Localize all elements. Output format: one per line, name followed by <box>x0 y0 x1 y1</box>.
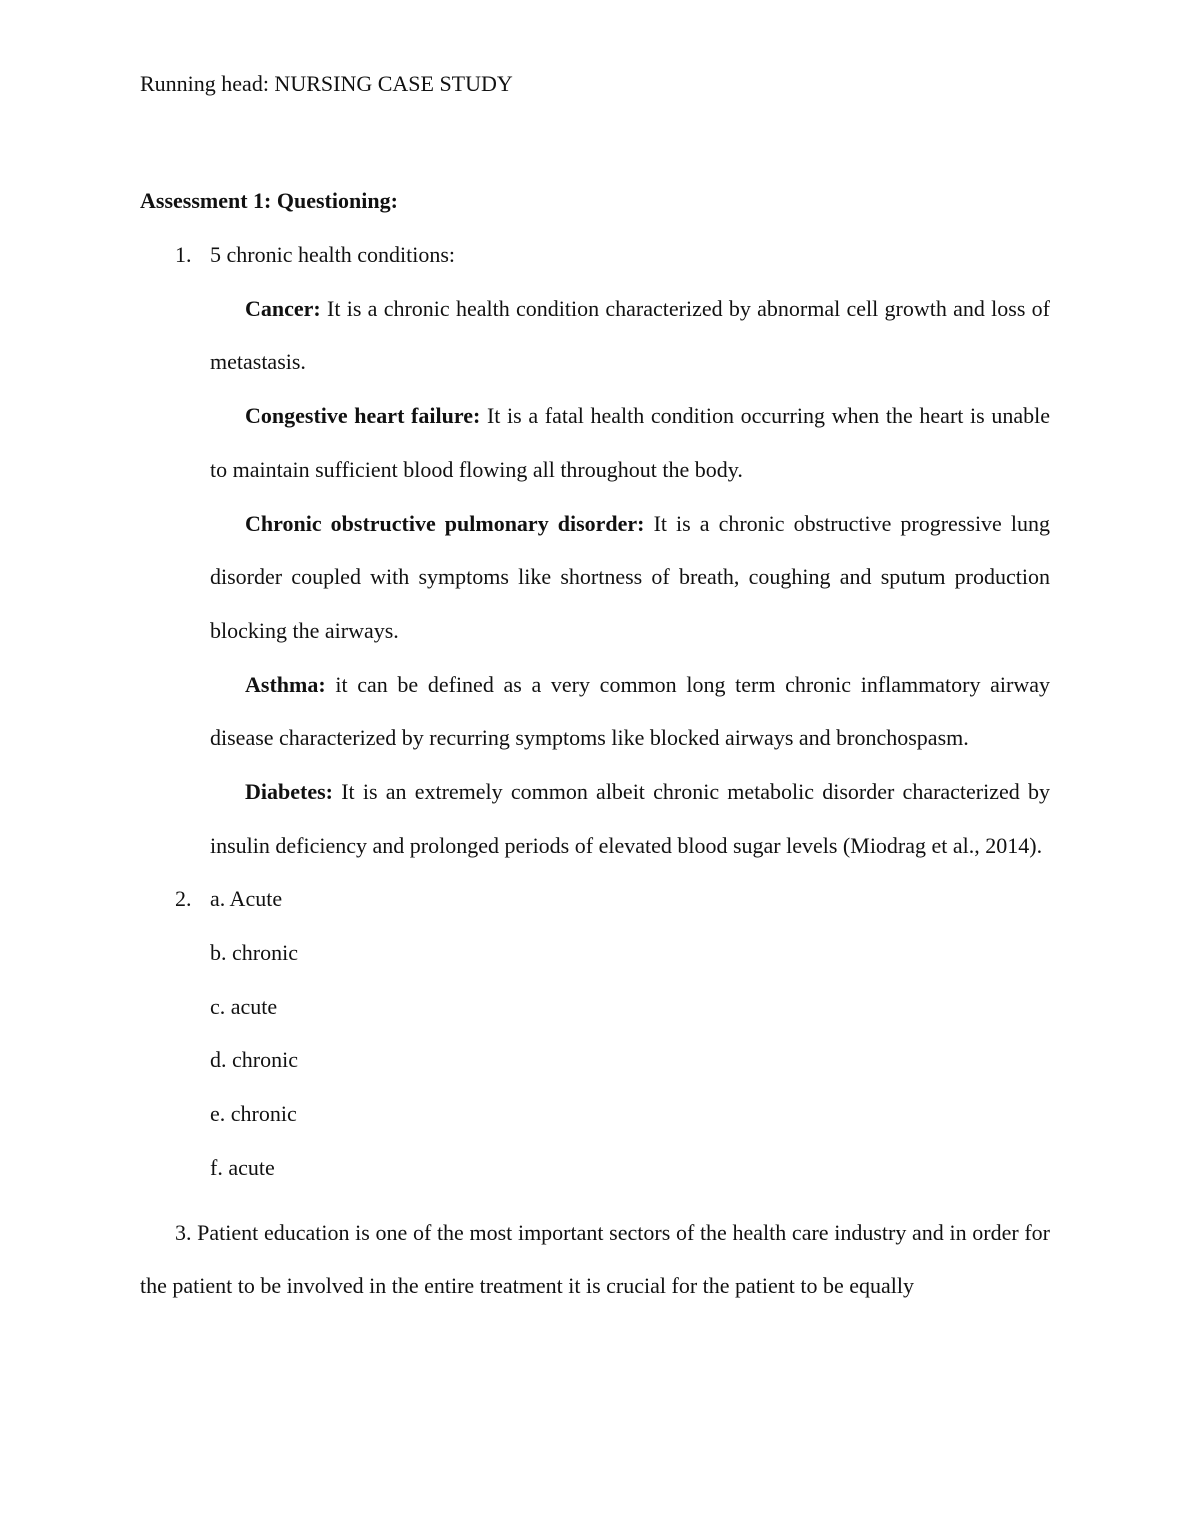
question-1-text: 5 chronic health conditions: <box>210 242 455 267</box>
answer-e: e. chronic <box>210 1101 297 1127</box>
condition-term: Chronic obstructive pulmonary disorder: <box>245 510 645 536</box>
answer-c: c. acute <box>210 993 278 1019</box>
condition-diabetes <box>140 765 1050 872</box>
condition-cancer <box>140 282 1050 389</box>
answer-f: f. acute <box>210 1154 275 1180</box>
condition-definition: it can be defined as a very common long term chronic inflammatory airway disease characterized by recurring symptoms like blocked airways and bronchospasm. <box>210 671 1050 751</box>
condition-definition: It is a chronic health condition characterized by abnormal cell growth and loss of metastasis. <box>210 295 1050 375</box>
answer-d: d. chronic <box>210 1047 298 1073</box>
section-title: Assessment 1: Questioning: <box>140 188 398 213</box>
condition-term: Congestive heart failure: <box>245 403 481 429</box>
question-3-paragraph: 3. Patient education is one of the most important sectors of the health care industry and in order for the patient to be involved in the entire treatment it is crucial for the patient to be equally <box>140 1219 1050 1299</box>
condition-definition: It is a chronic obstructive progressive lung disorder coupled with symptoms like shortness of breath, coughing and sputum production blocking the airways. <box>210 510 1050 643</box>
document-body <box>140 228 1050 1313</box>
question-2 <box>140 872 1050 926</box>
question-1 <box>140 228 1050 282</box>
running-head: Running head: NURSING CASE STUDY <box>140 71 513 96</box>
question-2-number: 2. <box>175 886 192 912</box>
question-1-number: 1. <box>175 242 192 267</box>
condition-term: Diabetes: <box>245 779 333 805</box>
condition-asthma <box>140 658 1050 765</box>
condition-congestive-heart-failure <box>140 389 1050 496</box>
condition-definition: It is an extremely common albeit chronic metabolic disorder characterized by insulin deficiency and prolonged periods of elevated blood sugar levels (Miodrag et al., 2014). <box>210 779 1050 858</box>
answer-b: b. chronic <box>210 940 298 966</box>
condition-copd <box>140 497 1050 658</box>
answer-a: a. Acute <box>210 886 283 912</box>
condition-definition: It is a fatal health condition occurring when the heart is unable to maintain sufficient blood flowing all throughout the body. <box>210 403 1050 482</box>
condition-term: Cancer: <box>245 295 321 321</box>
condition-term: Asthma: <box>245 671 326 697</box>
